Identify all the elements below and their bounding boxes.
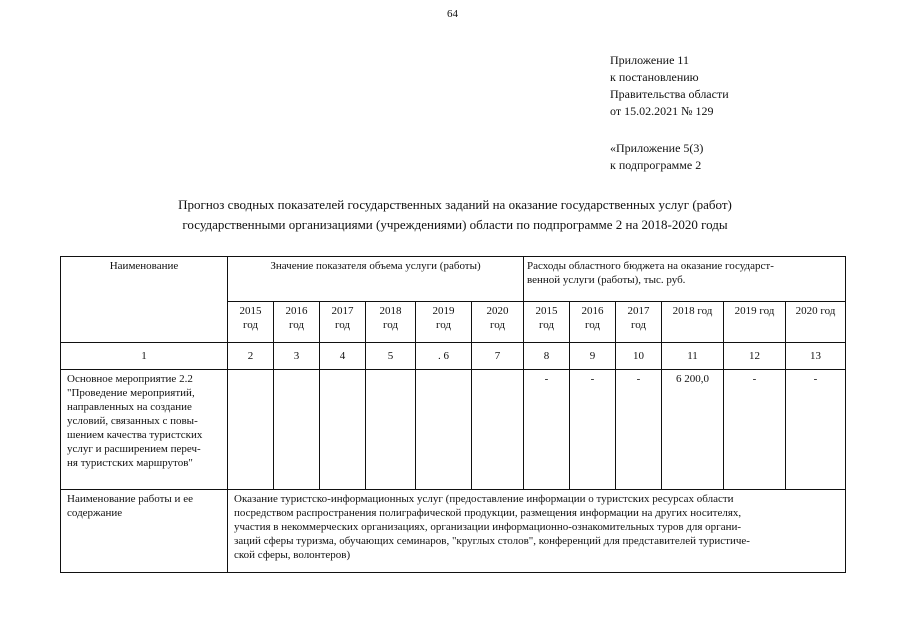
year-suffix: год [334, 319, 351, 331]
appendix-sub-line: к подпрограмме 2 [610, 158, 702, 172]
column-number: 9 [570, 343, 616, 370]
year-suffix: год [382, 319, 399, 331]
work-content-line: заций сферы туризма, обучающих семинаров, "круглых столов", конференций для представителей туристиче- [234, 535, 750, 547]
volume-value [472, 370, 524, 490]
work-content-line: Оказание туристско-информационных услуг (предоставление информации о туристских ресурсах области [234, 493, 734, 505]
year-label: 2017 [627, 305, 650, 317]
year-label: 2018 [379, 305, 402, 317]
header-name: Наименование [61, 257, 228, 343]
activity-name-line: условий, связанных с повы- [67, 415, 198, 427]
year-cell [472, 302, 524, 343]
title-line: Прогноз сводных показателей государственных заданий на оказание государственных услуг (работ) [178, 197, 732, 212]
volume-value [320, 370, 366, 490]
expense-value: 6 200,0 [662, 370, 724, 490]
work-name [61, 490, 228, 573]
appendix-line: от 15.02.2021 № 129 [610, 104, 714, 118]
activity-name-line: шением качества туристских [67, 429, 203, 441]
volume-value [366, 370, 416, 490]
year-cell [228, 302, 274, 343]
year-suffix: год [489, 319, 506, 331]
column-number: 10 [616, 343, 662, 370]
activity-name [61, 370, 228, 490]
column-number: 7 [472, 343, 524, 370]
year-cell [524, 302, 570, 343]
year-label: 2020 год [795, 305, 836, 317]
year-cell [320, 302, 366, 343]
indicators-table [60, 256, 846, 573]
activity-name-line: "Проведение мероприятий, [67, 387, 195, 399]
year-suffix: год [538, 319, 555, 331]
expense-value: - [786, 370, 846, 490]
column-number: 12 [724, 343, 786, 370]
header-expenses-line: венной услуги (работы), тыс. руб. [527, 274, 686, 286]
expense-value: - [524, 370, 570, 490]
year-label: 2016 [285, 305, 308, 317]
work-name-line: Наименование работы и ее [67, 493, 193, 505]
header-expenses [524, 257, 846, 302]
column-number: 4 [320, 343, 366, 370]
work-content-line: участия в некоммерческих организациях, организации информационно-ознакомительных туров для органи- [234, 521, 742, 533]
document-title [60, 195, 850, 235]
column-numbers-row [61, 343, 846, 370]
column-number: 13 [786, 343, 846, 370]
appendix-sub-block [610, 140, 703, 174]
column-number: 1 [61, 343, 228, 370]
header-expenses-line: Расходы областного бюджета на оказание государст- [527, 260, 774, 272]
appendix-line: к постановлению [610, 70, 699, 84]
year-cell [662, 302, 724, 343]
work-name-line: содержание [67, 507, 123, 519]
column-number: . 6 [416, 343, 472, 370]
expense-value: - [570, 370, 616, 490]
table-row [61, 370, 846, 490]
year-cell [570, 302, 616, 343]
work-content [228, 490, 846, 573]
appendix-block [610, 52, 729, 120]
activity-name-line: направленных на создание [67, 401, 192, 413]
table-row [61, 490, 846, 573]
volume-value [228, 370, 274, 490]
year-suffix: год [435, 319, 452, 331]
activity-name-line: ня туристских маршрутов" [67, 457, 193, 469]
expense-value: - [724, 370, 786, 490]
appendix-line: Правительства области [610, 87, 729, 101]
year-suffix: год [584, 319, 601, 331]
header-volume: Значение показателя объема услуги (работы) [228, 257, 524, 302]
year-label: 2018 год [672, 305, 713, 317]
volume-value [274, 370, 320, 490]
year-suffix: год [288, 319, 305, 331]
column-number: 8 [524, 343, 570, 370]
column-number: 3 [274, 343, 320, 370]
table-header-row [61, 257, 846, 302]
column-number: 5 [366, 343, 416, 370]
year-cell [274, 302, 320, 343]
year-cell [616, 302, 662, 343]
title-line: государственными организациями (учреждениями) области по подпрограмме 2 на 2018-2020 годы [182, 217, 728, 232]
volume-value [416, 370, 472, 490]
year-label: 2015 [535, 305, 558, 317]
year-label: 2020 [486, 305, 509, 317]
appendix-sub-line: «Приложение 5(3) [610, 141, 704, 155]
appendix-line: Приложение 11 [610, 53, 689, 67]
year-suffix: год [630, 319, 647, 331]
column-number: 2 [228, 343, 274, 370]
year-label: 2015 [239, 305, 262, 317]
column-number: 11 [662, 343, 724, 370]
activity-name-line: услуг и расширением переч- [67, 443, 201, 455]
work-content-line: ской сферы, волонтеров) [234, 549, 351, 561]
work-content-line: посредством распространения полиграфической продукции, размещения информации на других носителях, [234, 507, 742, 519]
year-suffix: год [242, 319, 259, 331]
year-cell [724, 302, 786, 343]
year-label: 2019 год [734, 305, 775, 317]
year-cell [786, 302, 846, 343]
expense-value: - [616, 370, 662, 490]
year-cell [416, 302, 472, 343]
page-number: 64 [447, 8, 458, 20]
year-label: 2017 [331, 305, 354, 317]
activity-name-line: Основное мероприятие 2.2 [67, 373, 193, 385]
year-cell [366, 302, 416, 343]
year-label: 2019 [432, 305, 455, 317]
year-label: 2016 [581, 305, 604, 317]
